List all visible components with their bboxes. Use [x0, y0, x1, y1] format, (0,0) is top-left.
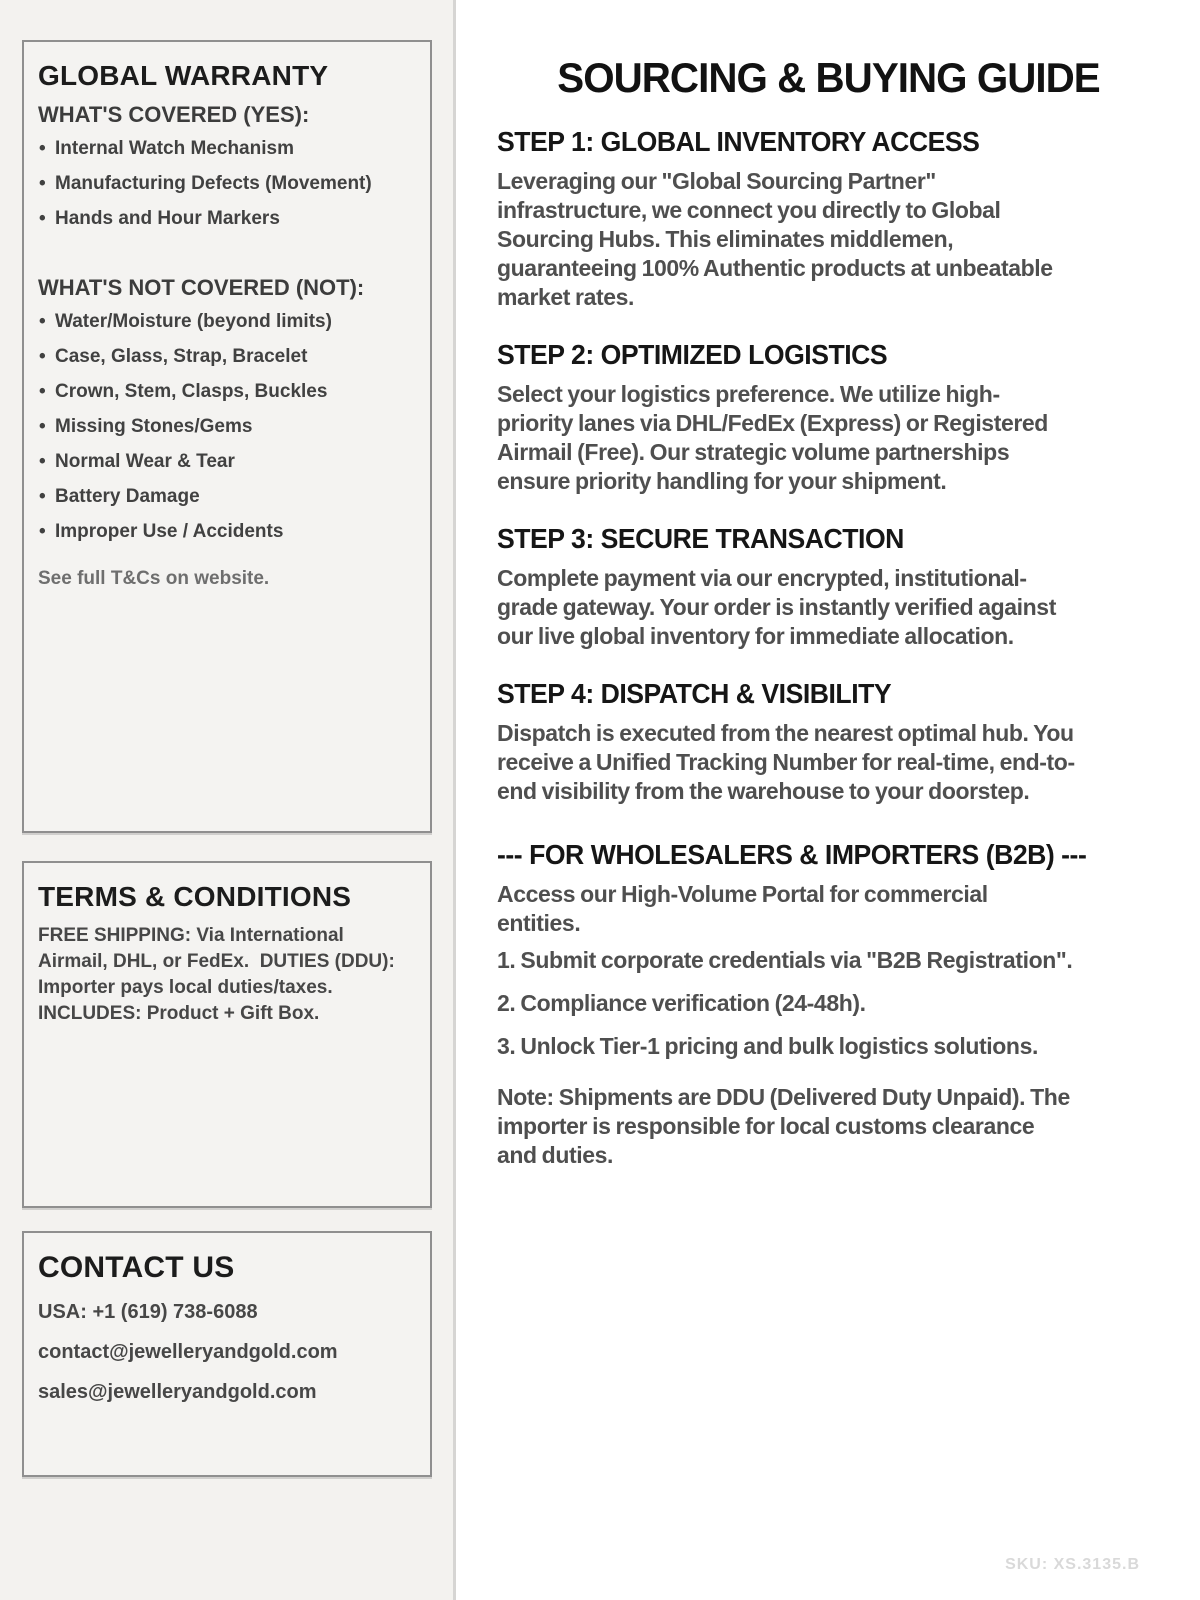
b2b-heading: --- FOR WHOLESALERS & IMPORTERS (B2B) ---	[497, 839, 1087, 871]
contact-title: CONTACT US	[38, 1251, 235, 1284]
covered-list	[38, 138, 416, 229]
list-item: • Missing Stones/Gems	[38, 416, 416, 437]
warranty-title: GLOBAL WARRANTY	[38, 60, 329, 91]
step-2-section	[497, 338, 1160, 496]
terms-conditions-panel	[22, 861, 432, 1208]
step-4-section	[497, 677, 1160, 806]
global-warranty-panel	[22, 40, 432, 833]
list-item: • Normal Wear & Tear	[38, 451, 416, 472]
not-covered-subheading: WHAT'S NOT COVERED (NOT):	[38, 275, 365, 300]
contact-phone: USA: +1 (619) 738-6088	[38, 1301, 258, 1323]
b2b-step-1: 1. Submit corporate credentials via "B2B Registration".	[497, 947, 1073, 974]
list-item: • Water/Moisture (beyond limits)	[38, 311, 416, 332]
sourcing-guide-main	[459, 0, 1200, 1600]
step-3-heading: STEP 3: SECURE TRANSACTION	[497, 523, 904, 555]
page-title: SOURCING & BUYING GUIDE	[557, 54, 1100, 101]
step-1-body: Leveraging our "Global Sourcing Partner" infrastructure, we connect you directly to Global Sourcing Hubs. This eliminates middlemen, guaranteeing 100% Authentic products at unbeatable market rates.	[497, 168, 1053, 311]
b2b-intro: Access our High-Volume Portal for commercial entities.	[497, 881, 988, 937]
step-3-body: Complete payment via our encrypted, institutional-grade gateway. Your order is instantly verified against our live global inventory for immediate allocation.	[497, 565, 1056, 650]
terms-title: TERMS & CONDITIONS	[38, 881, 352, 912]
b2b-section	[497, 838, 1160, 1170]
list-item: • Manufacturing Defects (Movement)	[38, 173, 416, 194]
step-2-heading: STEP 2: OPTIMIZED LOGISTICS	[497, 339, 888, 371]
warranty-footnote: See full T&Cs on website.	[38, 568, 270, 589]
step-1-heading: STEP 1: GLOBAL INVENTORY ACCESS	[497, 126, 980, 158]
list-item: • Hands and Hour Markers	[38, 208, 416, 229]
list-item: • Battery Damage	[38, 486, 416, 507]
step-3-section	[497, 522, 1160, 651]
contact-us-panel	[22, 1231, 432, 1477]
step-2-body: Select your logistics preference. We utilize high-priority lanes via DHL/FedEx (Express) or Registered Airmail (Free). Our strategic volume partnerships ensure priority handling for your shipment.	[497, 381, 1048, 495]
sku-label: SKU: XS.3135.B	[1005, 1556, 1140, 1573]
b2b-step-2: 2. Compliance verification (24-48h).	[497, 990, 866, 1017]
step-4-heading: STEP 4: DISPATCH & VISIBILITY	[497, 678, 892, 710]
contact-email: contact@jewelleryandgold.com	[38, 1341, 338, 1363]
step-1-section	[497, 125, 1160, 312]
terms-body: FREE SHIPPING: Via International Airmail, DHL, or FedEx. DUTIES (DDU): Importer pays local duties/taxes. INCLUDES: Product + Gift Box.	[38, 925, 401, 1024]
covered-subheading: WHAT'S COVERED (YES):	[38, 102, 310, 127]
sales-email: sales@jewelleryandgold.com	[38, 1381, 317, 1403]
step-4-body: Dispatch is executed from the nearest optimal hub. You receive a Unified Tracking Number for real-time, end-to-end visibility from the warehouse to your doorstep.	[497, 720, 1075, 805]
b2b-note: Note: Shipments are DDU (Delivered Duty Unpaid). The importer is responsible for local customs clearance and duties.	[497, 1084, 1070, 1169]
not-covered-list	[38, 311, 416, 542]
list-item: • Case, Glass, Strap, Bracelet	[38, 346, 416, 367]
b2b-step-3: 3. Unlock Tier-1 pricing and bulk logistics solutions.	[497, 1033, 1038, 1060]
info-sidebar	[0, 0, 456, 1600]
list-item: • Improper Use / Accidents	[38, 521, 416, 542]
list-item: • Internal Watch Mechanism	[38, 138, 416, 159]
list-item: • Crown, Stem, Clasps, Buckles	[38, 381, 416, 402]
